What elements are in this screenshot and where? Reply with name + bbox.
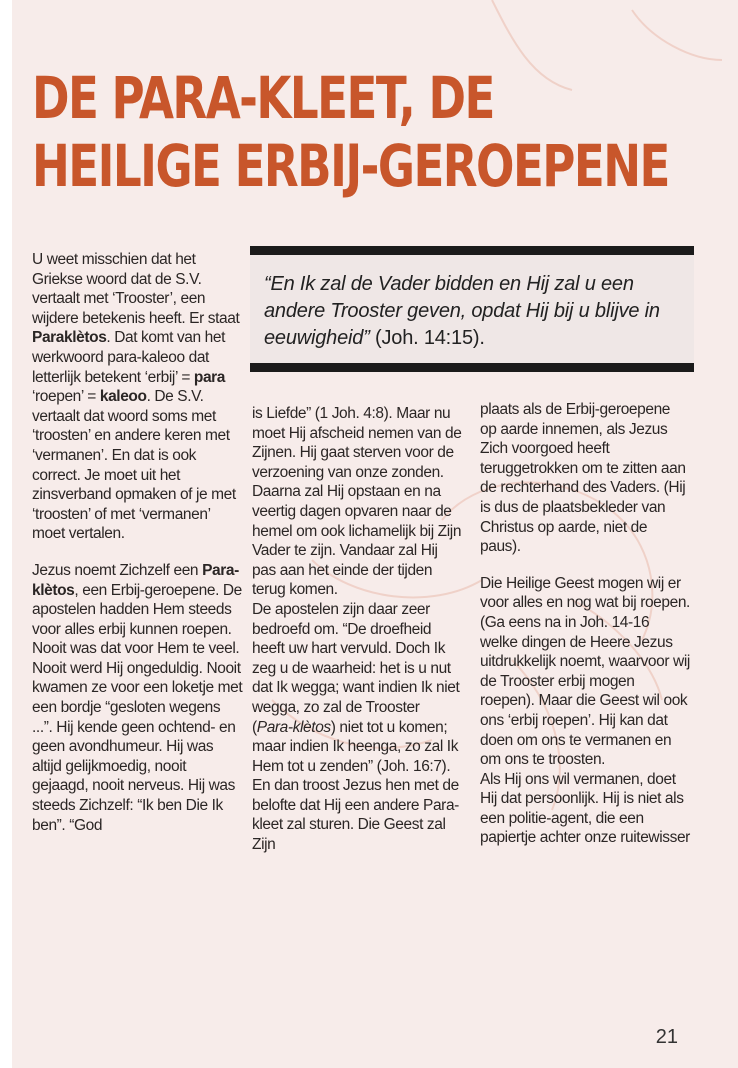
text-run: U weet misschien dat het Griekse woord dat de S.V. vertaalt met ‘Trooster’, een wijdere betekenis heeft. Er staat	[32, 251, 240, 327]
bold-term: Paraklètos	[32, 329, 107, 347]
paragraph	[32, 561, 244, 835]
quote-text-block	[264, 271, 682, 352]
quote-reference: (Joh. 14:15).	[369, 327, 485, 349]
text-run: ‘roepen’ =	[32, 388, 100, 406]
bold-term: Para-klètos	[32, 561, 239, 599]
italic-term: Para-klètos	[256, 718, 331, 736]
paragraph	[480, 574, 690, 848]
text-run: is Liefde” (1 Joh. 4:8). Maar nu moet Hij afscheid nemen van de Zijnen. Hij gaat sterven voor de verzoening van onze zonden. Daarna zal Hij opstaan en na veertig dagen opvaren naar de hemel om ook lichamelijk bij Zijn Vader te zijn. Vandaar zal Hij pas aan het einde der tijden terug komen.	[252, 405, 462, 599]
paragraph	[252, 404, 464, 855]
text-run: De apostelen zijn daar zeer bedroefd om. “De droefheid heeft uw hart vervuld. Doch Ik zeg u de waarheid: het is u nut dat Ik wegga; want indien Ik niet wegga, zo zal de Trooster (	[252, 600, 460, 736]
text-column-3	[480, 400, 690, 848]
text-run: , een Erbij-geroepene. De apostelen hadden Hem steeds voor alles erbij kunnen roepen. Nooit was dat voor Hem te veel. Nooit werd Hij ongeduldig. Nooit kwamen ze voor een loketje met een bordje “gesloten wegens ...”. Hij kende geen ochtend- en geen avondhumeur. Hij was altijd gelijkmoedig, nooit gejaagd, nooit nerveus. Hij was steeds Zichzelf: “Ik ben Die Ik ben”. “God	[32, 581, 243, 834]
page-title	[32, 64, 669, 200]
title-line-2: HEILIGE ERBIJ-GEROEPENE	[32, 132, 669, 200]
text-run: Jezus noemt Zichzelf een	[32, 561, 203, 579]
pull-quote	[250, 246, 694, 372]
text-run: ) niet tot u komen; maar indien Ik heenga, zo zal Ik Hem tot u zenden” (Joh. 16:7). En dan troost Jezus hen met de belofte dat Hij een andere Para-kleet zal sturen. Die Geest zal Zijn	[252, 718, 459, 854]
text-run: . De S.V. vertaalt dat woord soms met ‘troosten’ en andere keren met ‘vermanen’. En dat is ook correct. Je moet uit het zinsverband opmaken of je met ‘troosten’ of met ‘vermanen’ moet vertalen.	[32, 388, 236, 543]
title-line-1: DE PARA-KLEET, DE	[32, 64, 494, 132]
text-run: Die Heilige Geest mogen wij er voor alles en nog wat bij roepen. (Ga eens na in Joh. 14-16 welke dingen de Heere Jezus uitdrukkelijk noemt, waarvoor wij de Trooster erbij mogen roepen). Maar die Geest wil ook ons ‘erbij roepen’. Hij kan dat doen om ons te vermanen en om ons te troosten.	[480, 574, 690, 769]
bold-term: para	[193, 368, 226, 386]
paragraph: plaats als de Erbij-geroepene op aarde innemen, als Jezus Zich voorgoed heeft teruggetrokken om te zitten aan de rechterhand des Vaders. (Hij is dus de plaatsbekleder van Christus op aarde, niet de paus).	[480, 401, 686, 556]
bold-term: kaleoo	[99, 388, 147, 406]
quote-text: “En Ik zal de Vader bidden en Hij zal u een andere Trooster geven, opdat Hij bij u blijve in eeuwigheid”	[264, 273, 660, 349]
page-number: 21	[655, 1026, 678, 1048]
text-column-2	[252, 404, 464, 855]
text-run: Als Hij ons wil vermanen, doet Hij dat persoonlijk. Hij is niet als een politie-agent, die een papiertje achter onze ruitewisser	[480, 770, 690, 847]
paragraph	[32, 250, 244, 544]
text-column-1	[32, 250, 244, 835]
text-run: . Dat komt van het werkwoord para-kaleoo dat letterlijk betekent ‘erbij’ =	[32, 329, 226, 386]
